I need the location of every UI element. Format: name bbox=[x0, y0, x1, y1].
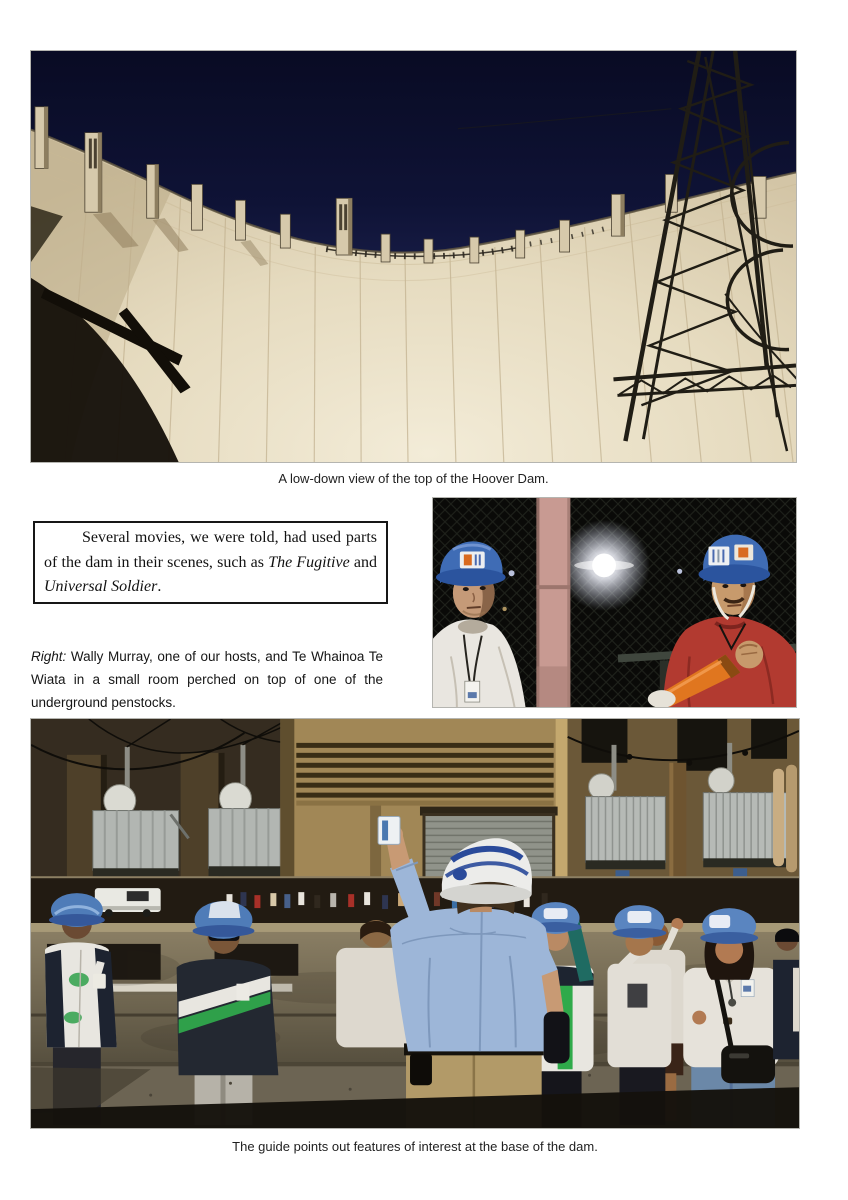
dam-base-photo bbox=[30, 718, 800, 1129]
note-terminator: . bbox=[157, 578, 162, 595]
movies-note-box bbox=[33, 521, 388, 604]
bottom-photo-caption: The guide points out features of interest at the base of the dam. bbox=[232, 1139, 598, 1154]
note-joiner: and bbox=[349, 553, 378, 571]
movie-title-2: Universal Soldier bbox=[44, 578, 158, 595]
penstock-room-photo-illustration bbox=[433, 498, 796, 707]
caption-label: Right: bbox=[31, 649, 67, 664]
ticket-in-hand bbox=[378, 817, 400, 845]
movies-note-text bbox=[44, 526, 377, 600]
light-flare bbox=[558, 520, 649, 611]
dam-base-photo-illustration bbox=[31, 719, 799, 1128]
penstock-room-photo bbox=[432, 497, 797, 708]
movie-title-1: The Fugitive bbox=[268, 553, 350, 571]
hoover-dam-top-photo bbox=[30, 50, 797, 463]
badge bbox=[465, 681, 480, 702]
caption-body: Wally Murray, one of our hosts, and Te Whainoa Te Wiata in a small room perched on top of one of the underground penstocks. bbox=[31, 649, 383, 710]
window-frame bbox=[536, 498, 570, 707]
middle-photo-caption bbox=[31, 645, 383, 714]
top-photo-caption: A low-down view of the top of the Hoover Dam. bbox=[278, 471, 549, 486]
hoover-dam-photo-illustration bbox=[31, 51, 796, 462]
note-lead: Several movies, we were told, had used parts of the dam in their scenes, such as bbox=[44, 529, 377, 571]
